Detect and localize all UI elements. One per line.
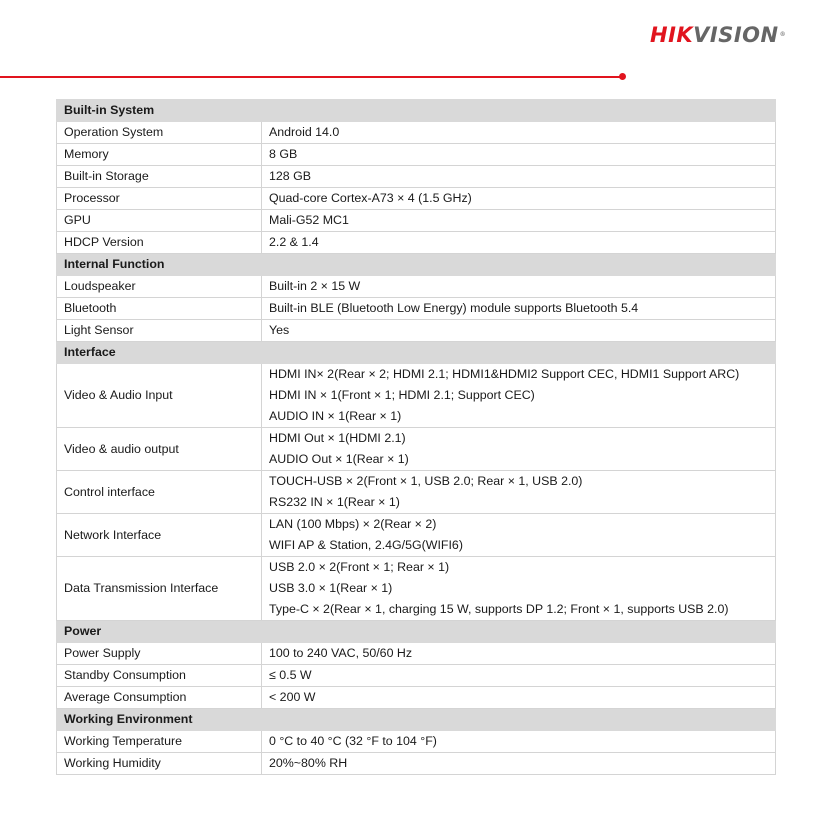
spec-row xyxy=(57,210,776,232)
spec-value-cell xyxy=(262,428,776,471)
spec-value: Android 14.0 xyxy=(269,125,340,139)
spec-row xyxy=(57,276,776,298)
registered-mark: ® xyxy=(779,31,787,38)
hikvision-logo xyxy=(650,22,786,48)
logo-part-vision: VISION xyxy=(693,23,779,47)
spec-label: Video & audio output xyxy=(57,428,262,471)
spec-label: Bluetooth xyxy=(57,298,262,320)
spec-value: Quad-core Cortex-A73 × 4 (1.5 GHz) xyxy=(269,191,472,205)
spec-value-cell xyxy=(262,188,776,210)
section-header-row xyxy=(57,100,776,122)
spec-value: USB 2.0 × 2(Front × 1; Rear × 1) xyxy=(269,560,450,574)
spec-value: 0 °C to 40 °C (32 °F to 104 °F) xyxy=(269,734,437,748)
spec-label: Standby Consumption xyxy=(57,665,262,687)
section-title: Interface xyxy=(57,342,776,364)
spec-label: Data Transmission Interface xyxy=(57,557,262,621)
spec-row xyxy=(57,144,776,166)
spec-label: Loudspeaker xyxy=(57,276,262,298)
spec-value-cell xyxy=(262,687,776,709)
spec-value-cell xyxy=(262,364,776,428)
spec-row xyxy=(57,753,776,775)
spec-row xyxy=(57,643,776,665)
header-divider-line xyxy=(0,76,620,78)
spec-label: Power Supply xyxy=(57,643,262,665)
spec-value-cell xyxy=(262,122,776,144)
spec-value: 2.2 & 1.4 xyxy=(269,235,319,249)
spec-row xyxy=(57,364,776,428)
spec-value: HDMI IN× 2(Rear × 2; HDMI 2.1; HDMI1&HDMI2 Support CEC, HDMI1 Support ARC) xyxy=(269,367,740,381)
spec-row xyxy=(57,665,776,687)
spec-row xyxy=(57,122,776,144)
section-header-row xyxy=(57,621,776,643)
spec-value-cell xyxy=(262,514,776,557)
spec-row xyxy=(57,298,776,320)
spec-row xyxy=(57,320,776,342)
spec-value-cell xyxy=(262,731,776,753)
spec-value: Type-C × 2(Rear × 1, charging 15 W, supports DP 1.2; Front × 1, supports USB 2.0) xyxy=(269,602,729,616)
spec-label: Video & Audio Input xyxy=(57,364,262,428)
spec-row xyxy=(57,428,776,471)
spec-row xyxy=(57,731,776,753)
spec-value-cell xyxy=(262,643,776,665)
spec-value-cell xyxy=(262,210,776,232)
spec-value-cell xyxy=(262,232,776,254)
spec-row xyxy=(57,232,776,254)
spec-value: 128 GB xyxy=(269,169,312,183)
section-title: Working Environment xyxy=(57,709,776,731)
spec-value-cell xyxy=(262,320,776,342)
section-header-row xyxy=(57,254,776,276)
spec-value: RS232 IN × 1(Rear × 1) xyxy=(269,495,400,509)
section-header-row xyxy=(57,709,776,731)
spec-row xyxy=(57,514,776,557)
header-divider-dot xyxy=(619,73,626,80)
spec-value: HDMI Out × 1(HDMI 2.1) xyxy=(269,431,406,445)
spec-label: Working Humidity xyxy=(57,753,262,775)
spec-row xyxy=(57,166,776,188)
spec-label: GPU xyxy=(57,210,262,232)
spec-label: Operation System xyxy=(57,122,262,144)
section-title: Internal Function xyxy=(57,254,776,276)
spec-row xyxy=(57,687,776,709)
spec-value: AUDIO Out × 1(Rear × 1) xyxy=(269,452,409,466)
spec-value: AUDIO IN × 1(Rear × 1) xyxy=(269,409,402,423)
spec-label: Control interface xyxy=(57,471,262,514)
spec-value: < 200 W xyxy=(269,690,316,704)
spec-table xyxy=(56,99,776,775)
section-title: Power xyxy=(57,621,776,643)
spec-value-cell xyxy=(262,144,776,166)
spec-label: Average Consumption xyxy=(57,687,262,709)
section-header-row xyxy=(57,342,776,364)
spec-label: Processor xyxy=(57,188,262,210)
spec-value-cell xyxy=(262,753,776,775)
spec-value: 8 GB xyxy=(269,147,298,161)
spec-value: 20%~80% RH xyxy=(269,756,348,770)
spec-value-cell xyxy=(262,276,776,298)
spec-value: ≤ 0.5 W xyxy=(269,668,312,682)
spec-label: Memory xyxy=(57,144,262,166)
spec-label: Light Sensor xyxy=(57,320,262,342)
spec-value-cell xyxy=(262,166,776,188)
spec-row xyxy=(57,471,776,514)
spec-label: Network Interface xyxy=(57,514,262,557)
spec-value: Built-in 2 × 15 W xyxy=(269,279,361,293)
spec-label: Built-in Storage xyxy=(57,166,262,188)
spec-value: TOUCH-USB × 2(Front × 1, USB 2.0; Rear × 1, USB 2.0) xyxy=(269,474,583,488)
spec-row xyxy=(57,557,776,621)
spec-value: WIFI AP & Station, 2.4G/5G(WIFI6) xyxy=(269,538,463,552)
spec-value-cell xyxy=(262,557,776,621)
spec-value: USB 3.0 × 1(Rear × 1) xyxy=(269,581,393,595)
section-title: Built-in System xyxy=(57,100,776,122)
spec-value: HDMI IN × 1(Front × 1; HDMI 2.1; Support CEC) xyxy=(269,388,535,402)
spec-row xyxy=(57,188,776,210)
spec-value-cell xyxy=(262,471,776,514)
spec-value: Built-in BLE (Bluetooth Low Energy) module supports Bluetooth 5.4 xyxy=(269,301,639,315)
spec-value-cell xyxy=(262,665,776,687)
spec-value-cell xyxy=(262,298,776,320)
spec-value: 100 to 240 VAC, 50/60 Hz xyxy=(269,646,413,660)
spec-value: Mali-G52 MC1 xyxy=(269,213,349,227)
spec-value: Yes xyxy=(269,323,290,337)
spec-label: Working Temperature xyxy=(57,731,262,753)
spec-label: HDCP Version xyxy=(57,232,262,254)
spec-value: LAN (100 Mbps) × 2(Rear × 2) xyxy=(269,517,437,531)
logo-part-hik: HIK xyxy=(650,23,694,47)
